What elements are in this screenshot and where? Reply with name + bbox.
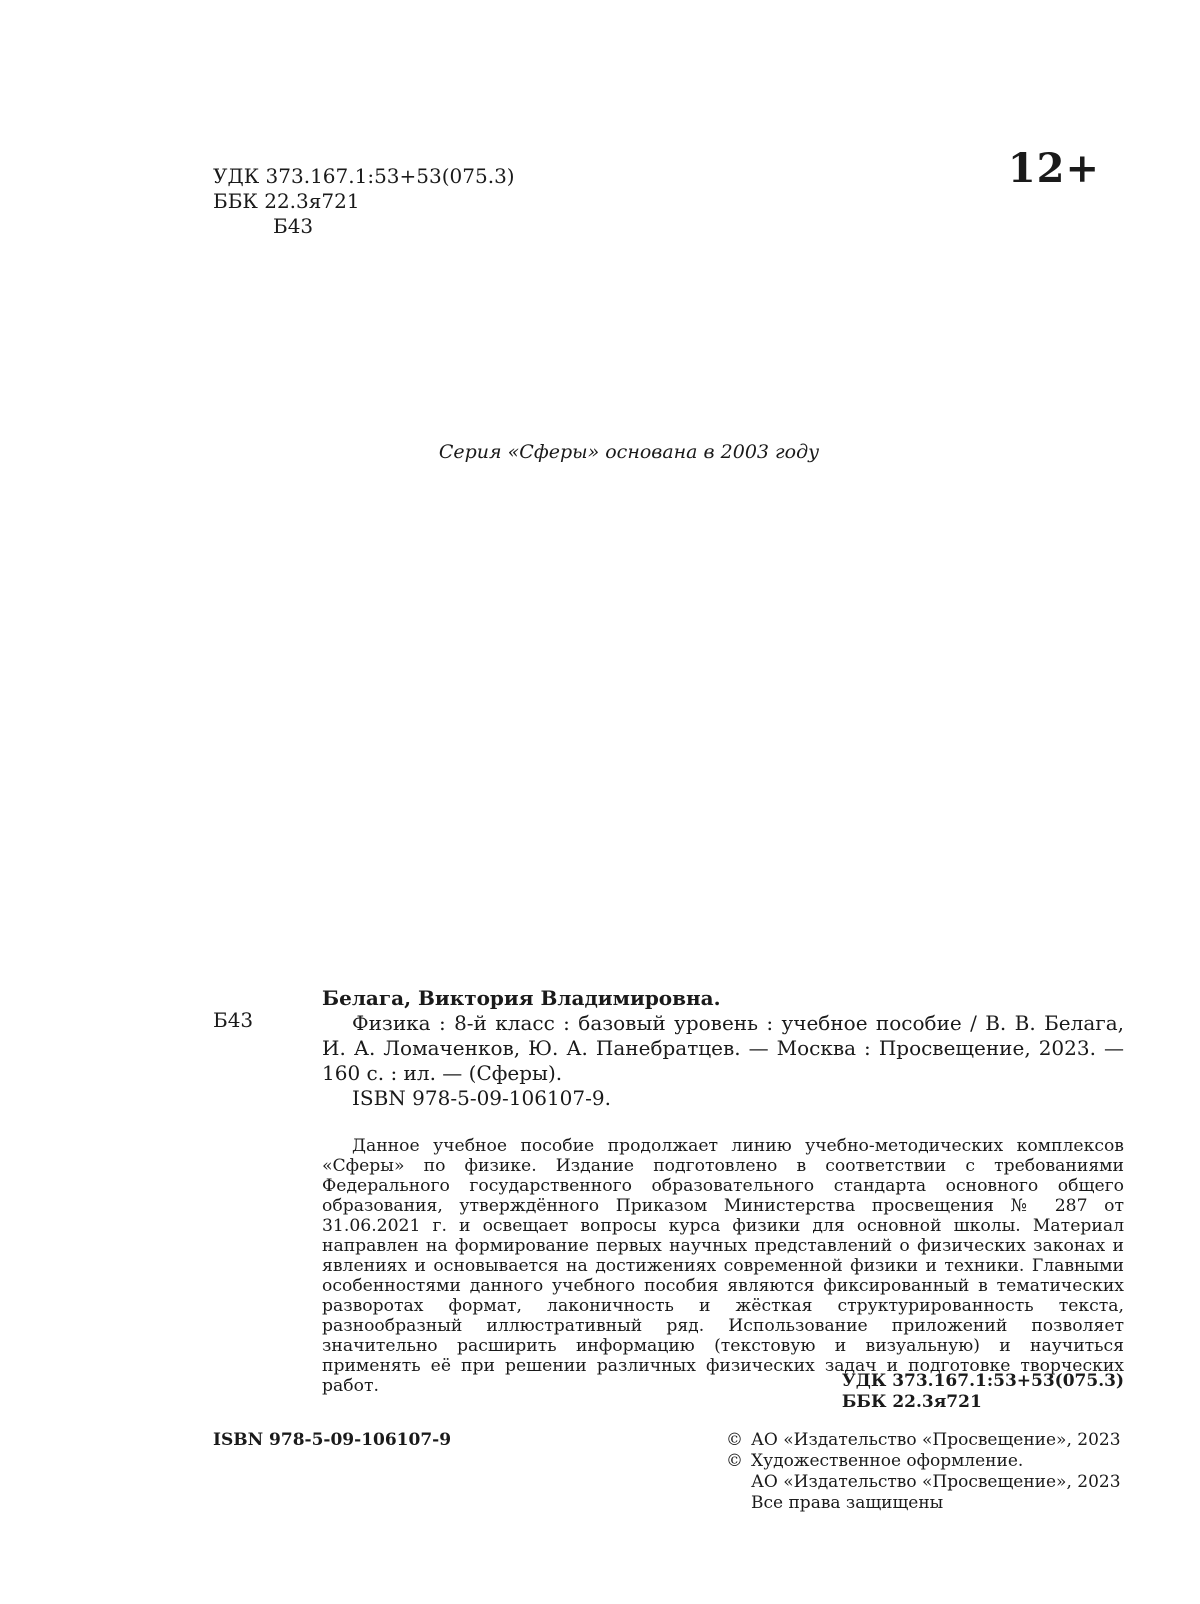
copyright-icon: © <box>726 1430 743 1450</box>
series-note: Серия «Сферы» основана в 2003 году <box>438 441 820 463</box>
catalog-description: Физика : 8-й класс : базовый уровень : учебное пособие / В. В. Белага, И. А. Ломаченков, Ю. А. Панебратцев. — Москва : Просвещение, 2023. — 160 с. : ил. — (Сферы). <box>322 1011 1124 1085</box>
footer-udk: УДК 373.167.1:53+53(075.3) <box>841 1371 1124 1391</box>
age-rating: 12+ <box>1007 145 1100 192</box>
copyright-design-publisher: АО «Издательство «Просвещение», 2023 <box>751 1472 1121 1492</box>
catalog-abstract: Данное учебное пособие продолжает линию учебно-методических комплексов «Сферы» по физике. Издание подготовлено в соответствии с требованиями Федерального государственного образовательного стандарта основного общего образования, утверждённого Приказом Министерства просвещения № 287 от 31.06.2021 г. и освещает вопросы курса физики для основной школы. Материал направлен на формирование первых научных представлений о физических законах и явлениях и основывается на достижениях современной физики и техники. Главными особенностями данного учебного пособия являются фиксированный в тематических разворотах формат, лаконичность и жёсткая структурированность текста, разнообразный иллюстративный ряд. Использование приложений позволяет значительно расширить информацию (текстовую и визуальную) и научиться применять её при решении различных физических задач и подготовке творческих работ. <box>322 1136 1124 1396</box>
footer-bbk: ББК 22.3я721 <box>841 1392 982 1412</box>
catalog-author: Белага, Виктория Владимировна. <box>322 986 721 1010</box>
catalog-isbn: ISBN 978-5-09-106107-9. <box>352 1086 611 1110</box>
bbk-code: ББК 22.3я721 <box>213 189 360 213</box>
copyright-publisher: АО «Издательство «Просвещение», 2023 <box>751 1430 1121 1450</box>
catalog-author-mark: Б43 <box>213 1008 254 1032</box>
copyright-design: Художественное оформление. <box>751 1451 1024 1471</box>
udk-code: УДК 373.167.1:53+53(075.3) <box>213 164 515 188</box>
catalog-entry <box>322 986 1124 1111</box>
rights-reserved: Все права защищены <box>751 1493 944 1513</box>
copyright-block <box>726 1430 1121 1514</box>
footer-isbn: ISBN 978-5-09-106107-9 <box>213 1430 452 1450</box>
copyright-icon: © <box>726 1451 743 1471</box>
author-mark: Б43 <box>273 214 314 238</box>
footer-classification <box>842 1371 1124 1413</box>
header-classification <box>213 164 515 239</box>
